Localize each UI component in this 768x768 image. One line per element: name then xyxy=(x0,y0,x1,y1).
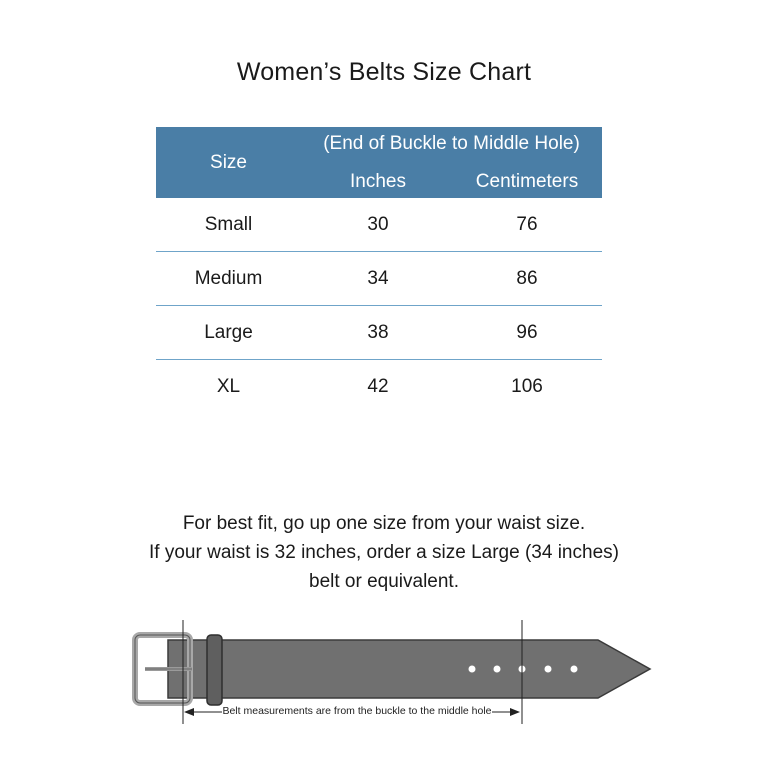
cell-centimeters: 76 xyxy=(516,213,538,235)
belt-hole xyxy=(494,666,501,673)
arrow-right-icon xyxy=(510,708,520,716)
belt-keeper xyxy=(207,635,222,705)
cell-centimeters: 106 xyxy=(511,375,543,397)
table-row xyxy=(156,198,602,252)
cell-centimeters: 96 xyxy=(516,321,538,343)
belt-strap xyxy=(168,640,650,698)
fit-advice-line: For best fit, go up one size from your waist size. xyxy=(182,513,586,534)
table-row xyxy=(156,252,602,306)
table-row xyxy=(156,306,602,360)
cell-inches: 38 xyxy=(367,321,389,343)
fit-advice xyxy=(0,509,768,596)
belt-hole xyxy=(545,666,552,673)
cell-inches: 42 xyxy=(367,375,389,397)
page-title: Women’s Belts Size Chart xyxy=(236,58,532,86)
cell-inches: 34 xyxy=(367,267,389,289)
header-inches: Inches xyxy=(350,171,406,192)
belt-caption: Belt measurements are from the buckle to the middle hole xyxy=(222,705,492,717)
cell-size: XL xyxy=(216,375,241,397)
size-table xyxy=(156,127,602,413)
belt-hole xyxy=(571,666,578,673)
header-centimeters: Centimeters xyxy=(475,171,579,192)
belt-hole xyxy=(469,666,476,673)
table-header xyxy=(156,127,602,198)
cell-centimeters: 86 xyxy=(516,267,538,289)
fit-advice-line: belt or equivalent. xyxy=(309,571,459,592)
cell-size: Medium xyxy=(194,267,263,289)
cell-size: Small xyxy=(204,213,253,235)
table-row xyxy=(156,360,602,413)
header-size: Size xyxy=(210,152,247,173)
arrow-left-icon xyxy=(184,708,194,716)
header-measurement-note: (End of Buckle to Middle Hole) xyxy=(323,133,580,154)
cell-size: Large xyxy=(204,321,253,343)
fit-advice-line: If your waist is 32 inches, order a size Large (34 inches) xyxy=(149,542,619,563)
cell-inches: 30 xyxy=(367,213,389,235)
